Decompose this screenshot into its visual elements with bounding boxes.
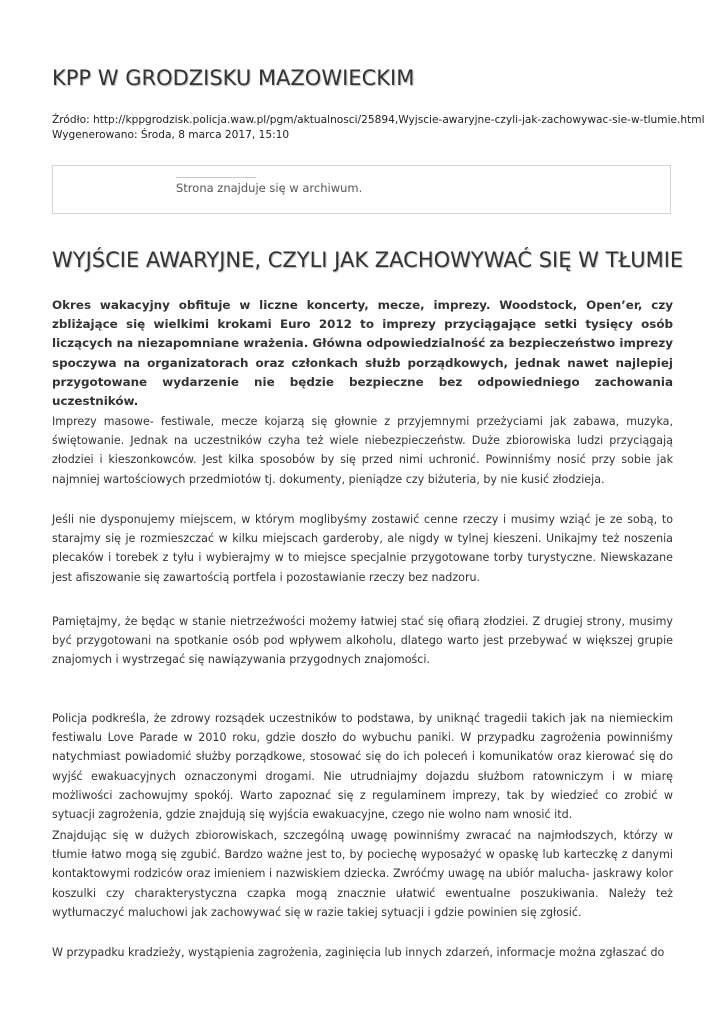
article-paragraph: Znajdując się w dużych zbiorowiskach, szczególną uwagę powinniśmy zwracać na najmłodszych, którzy w tłumie łatwo mogą się zgubić. Bardzo ważne jest to, by pociechę wyposażyć w opaskę lub karteczkę z danymi kontaktowymi rodziców oraz imieniem i nazwiskiem dziecka. Zwróćmy uwagę na ubiór malucha- jaskrawy kolor koszulki czy charakterystyczna czapka mogą znacznie ułatwić ewentualne poszukiwania. Należy też wytłumaczyć maluchowi jak zachowywać się w razie takiej sytuacji i gdzie powinien się zgłosić. <box>52 829 673 919</box>
article-title: WYJŚCIE AWARYJNE, CZYLI JAK ZACHOWYWAĆ SIĘ W TŁUMIE <box>52 248 684 272</box>
source-url-line: Źródło: http://kppgrodzisk.policja.waw.pl/pgm/aktualnosci/25894,Wyjscie-awaryjne-czyli-jak-zachowywac-sie-w-tlumie.html <box>52 114 705 126</box>
generated-date-line: Wygenerowano: Środa, 8 marca 2017, 15:10 <box>52 129 290 141</box>
source-meta <box>52 113 705 143</box>
archive-notice-text: Strona znajduje się w archiwum. <box>176 181 363 195</box>
article-paragraph: Policja podkreśla, że zdrowy rozsądek uczestników to podstawa, by uniknąć tragedii takich jak na niemieckim festiwalu Love Parade w 2010 roku, gdzie doszło do wybuchu paniki. W przypadku zagrożenia powinniśmy natychmiast powiadomić służby porządkowe, stosować się do ich poleceń i komunikatów oraz kierować się do wyjść ewakuacyjnych oznaczonymi drogami. Nie utrudniajmy dojazdu służbom ratowniczym i w miarę możliwości zachowujmy spokój. Warto zapoznać się z regulaminem imprezy, tak by wiedzieć co zrobić w sytuacji zagrożenia, gdzie znajdują się wyjścia ewakuacyjne, czego nie wolno nam wnosić itd. <box>52 712 673 822</box>
archive-divider <box>176 177 256 178</box>
site-title: KPP W GRODZISKU MAZOWIECKIM <box>52 66 415 90</box>
archive-notice-box <box>52 165 671 214</box>
article-paragraph: W przypadku kradzieży, wystąpienia zagrożenia, zaginięcia lub innych zdarzeń, informacje można zgłaszać do <box>52 946 665 959</box>
article-paragraph: Imprezy masowe- festiwale, mecze kojarzą się głownie z przyjemnymi przeżyciami jak zabawa, muzyka, świętowanie. Jednak na uczestników czyha też wiele niebezpieczeństw. Duże zbiorowiska ludzi przyciągają złodziei i kieszonkowców. Jest kilka sposobów by się przed nimi uchronić. Powinniśmy nosić przy sobie jak najmniej wartościowych przedmiotów tj. dokumenty, pieniądze czy biżuteria, by nie kusić złodzieja. <box>52 415 673 486</box>
article-lead: Okres wakacyjny obfituje w liczne koncerty, mecze, imprezy. Woodstock, Open’er, czy zbliżające się wielkimi krokami Euro 2012 to imprezy przyciągające setki tysięcy osób liczących na niezapomniane wrażenia. Główna odpowiedzialność za bezpieczeństwo imprezy spoczywa na organizatorach oraz członkach służb porządkowych, jednak nawet najlepiej przygotowane wydarzenie nie będzie bezpieczne bez odpowiedniego zachowania uczestników. <box>52 298 673 409</box>
article-paragraph: Pamiętajmy, że będąc w stanie nietrzeźwości możemy łatwiej stać się ofiarą złodziei. Z drugiej strony, musimy być przygotowani na spotkanie osób pod wpływem alkoholu, dlatego warto jest przebywać w większej grupie znajomych i wystrzegać się nawiązywania przygodnych znajomości. <box>52 615 673 667</box>
article-paragraph: Jeśli nie dysponujemy miejscem, w którym moglibyśmy zostawić cenne rzeczy i musimy wziąć je ze sobą, to starajmy się je rozmieszczać w kilku miejscach garderoby, ale nigdy w tylnej kieszeni. Unikajmy też noszenia plecaków i torebek z tyłu i wybierajmy w to miejsce specjalnie przygotowane torby turystyczne. Niewskazane jest afiszowanie się zawartością portfela i pozostawianie rzeczy bez nadzoru. <box>52 513 673 584</box>
